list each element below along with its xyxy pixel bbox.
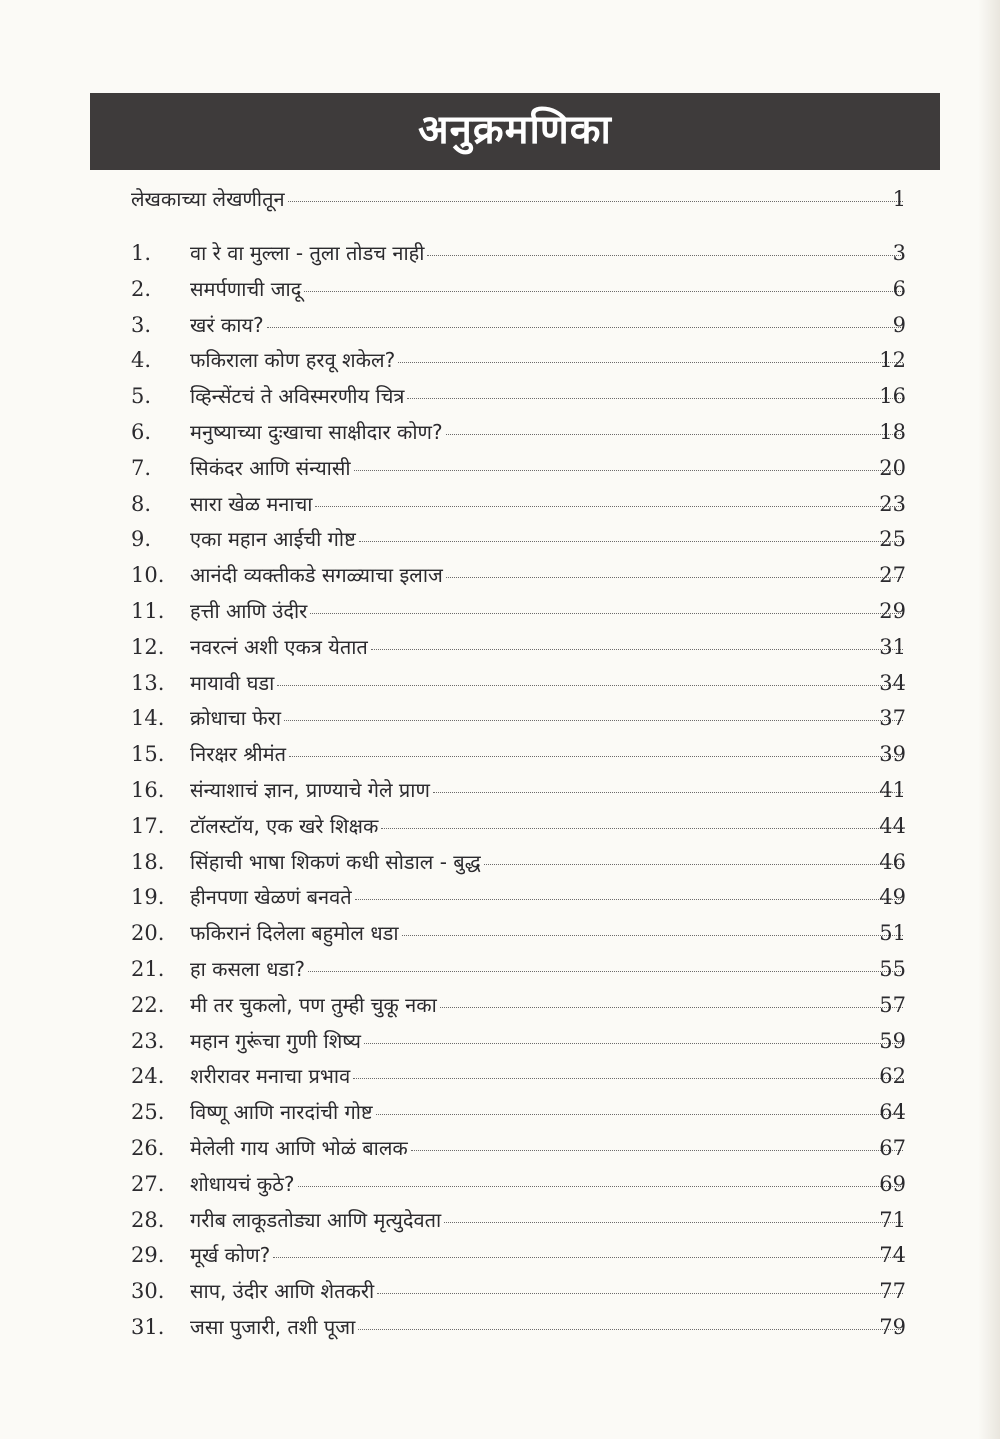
dot-leader xyxy=(358,1329,903,1330)
toc-entry-title: खरं काय? xyxy=(190,312,264,337)
toc-entry-title: हत्ती आणि उंदीर xyxy=(190,599,308,623)
toc-entry-title: क्रोधाचा फेरा xyxy=(190,706,282,731)
toc-preface-row xyxy=(0,182,1000,216)
toc-entry-row xyxy=(0,415,1000,449)
dot-leader xyxy=(353,1078,903,1079)
dot-leader xyxy=(304,291,903,292)
toc-entry-page: 16 xyxy=(879,384,906,409)
toc-entry-number: 23. xyxy=(131,1028,165,1053)
toc-entry-number: 24. xyxy=(131,1064,165,1089)
toc-entry-number: 6. xyxy=(131,420,152,444)
toc-entry-page: 37 xyxy=(879,706,906,731)
dot-leader xyxy=(288,201,903,202)
toc-entry-row xyxy=(0,308,1000,342)
toc-entry-title: एका महान आईची गोष्ट xyxy=(190,527,356,552)
toc-entry-row xyxy=(0,809,1000,843)
toc-entry-title: साप, उंदीर आणि शेतकरी xyxy=(190,1279,375,1304)
toc-entry-page: 79 xyxy=(879,1315,906,1339)
toc-entry-row xyxy=(0,1310,1000,1344)
toc-entry-row xyxy=(0,952,1000,986)
dot-leader xyxy=(371,649,903,650)
toc-entry-row xyxy=(0,773,1000,807)
toc-entry-title: जसा पुजारी, तशी पूजा xyxy=(190,1315,356,1339)
toc-entry-title: टॉलस्टॉय, एक खरे शिक्षक xyxy=(190,813,379,838)
toc-entry-title: शरीरावर मनाचा प्रभाव xyxy=(190,1064,351,1089)
dot-leader xyxy=(446,577,903,578)
toc-entry-number: 31. xyxy=(131,1315,165,1339)
toc-entry-number: 7. xyxy=(131,455,152,480)
toc-entry-row xyxy=(0,1203,1000,1237)
dot-leader xyxy=(484,864,903,865)
toc-preface-title: लेखकाच्या लेखणीतून xyxy=(131,187,285,211)
dot-leader xyxy=(273,1257,903,1258)
toc-entry-title: आनंदी व्यक्तीकडे सगळ्याचा इलाज xyxy=(190,563,443,588)
toc-entry-row xyxy=(0,1131,1000,1165)
toc-entry-number: 12. xyxy=(131,634,165,659)
toc-entry-page: 3 xyxy=(892,241,906,265)
toc-entry-row xyxy=(0,666,1000,700)
toc-entry-title: सिकंदर आणि संन्यासी xyxy=(190,455,351,480)
toc-entry-title: संन्याशाचं ज्ञान, प्राण्याचे गेले प्राण xyxy=(190,778,430,802)
toc-entry-page: 44 xyxy=(879,813,906,838)
toc-entry-page: 12 xyxy=(879,348,906,373)
dot-leader xyxy=(376,1114,903,1115)
toc-entry-number: 3. xyxy=(131,312,152,337)
toc-entry-number: 29. xyxy=(131,1243,165,1268)
toc-entry-page: 55 xyxy=(879,957,906,981)
toc-entry-row xyxy=(0,236,1000,270)
dot-leader xyxy=(411,1150,903,1151)
toc-entry-row xyxy=(0,845,1000,879)
toc-entry-row xyxy=(0,880,1000,914)
toc-entry-number: 22. xyxy=(131,992,165,1017)
toc-entry-number: 10. xyxy=(131,563,165,588)
toc-entry-title: व्हिन्सेंटचं ते अविस्मरणीय चित्र xyxy=(190,384,405,409)
dot-leader xyxy=(359,541,903,542)
toc-entry-page: 6 xyxy=(892,276,906,301)
toc-entry-page: 51 xyxy=(879,921,906,946)
toc-entry-number: 11. xyxy=(131,599,165,623)
toc-entry-row xyxy=(0,1274,1000,1308)
toc-entry-title: सिंहाची भाषा शिकणं कधी सोडाल - बुद्ध xyxy=(190,849,481,874)
toc-entry-page: 49 xyxy=(879,885,906,910)
toc-entry-page: 27 xyxy=(879,563,906,588)
toc-entry-number: 27. xyxy=(131,1171,165,1196)
toc-entry-title: गरीब लाकूडतोड्या आणि मृत्युदेवता xyxy=(190,1207,442,1232)
toc-entry-page: 20 xyxy=(879,455,906,480)
toc-entry-page: 29 xyxy=(879,599,906,623)
dot-leader xyxy=(310,613,903,614)
toc-entry-page: 23 xyxy=(879,491,906,516)
dot-leader xyxy=(315,506,903,507)
toc-entry-row xyxy=(0,1059,1000,1093)
toc-entry-number: 4. xyxy=(131,348,152,373)
toc-entry-page: 69 xyxy=(879,1171,906,1196)
toc-entry-number: 28. xyxy=(131,1207,165,1232)
toc-entry-title: मेलेली गाय आणि भोळं बालक xyxy=(190,1136,408,1160)
toc-entry-row xyxy=(0,1238,1000,1272)
dot-leader xyxy=(377,1293,903,1294)
toc-entry-title: फकिराला कोण हरवू शकेल? xyxy=(190,348,396,373)
toc-entry-page: 59 xyxy=(879,1028,906,1053)
toc-entry-row xyxy=(0,343,1000,377)
toc-entry-number: 18. xyxy=(131,849,165,874)
toc-entry-title: मनुष्याच्या दुःखाचा साक्षीदार कोण? xyxy=(190,420,443,444)
dot-leader xyxy=(284,720,903,721)
toc-entry-row xyxy=(0,701,1000,735)
toc-entry-page: 57 xyxy=(879,992,906,1017)
toc-entry-row xyxy=(0,1167,1000,1201)
dot-leader xyxy=(444,1222,903,1223)
toc-entry-title: फकिरानं दिलेला बहुमोल धडा xyxy=(190,921,399,946)
toc-entry-row xyxy=(0,916,1000,950)
toc-entry-title: विष्णू आणि नारदांची गोष्ट xyxy=(190,1100,373,1125)
toc-entry-title: हीनपणा खेळणं बनवते xyxy=(190,885,352,910)
toc-entry-row xyxy=(0,737,1000,771)
dot-leader xyxy=(364,1043,903,1044)
toc-entry-page: 34 xyxy=(879,670,906,695)
dot-leader xyxy=(402,935,903,936)
toc-entry-title: मूर्ख कोण? xyxy=(190,1243,271,1268)
toc-entry-number: 15. xyxy=(131,742,165,767)
toc-entry-page: 39 xyxy=(879,742,906,767)
toc-entry-row xyxy=(0,1024,1000,1058)
toc-entry-number: 13. xyxy=(131,670,165,695)
dot-leader xyxy=(407,398,903,399)
toc-entry-row xyxy=(0,272,1000,306)
toc-preface-page: 1 xyxy=(892,187,906,211)
dot-leader xyxy=(354,470,903,471)
toc-entry-row xyxy=(0,451,1000,485)
toc-entry-number: 25. xyxy=(131,1100,165,1125)
toc-entry-page: 77 xyxy=(879,1279,906,1304)
toc-entry-page: 25 xyxy=(879,527,906,552)
toc-entry-page: 31 xyxy=(879,634,906,659)
toc-entry-page: 62 xyxy=(879,1064,906,1089)
dot-leader xyxy=(289,756,903,757)
toc-entry-page: 71 xyxy=(879,1207,906,1232)
toc-entry-number: 9. xyxy=(131,527,152,552)
toc-entry-number: 14. xyxy=(131,706,165,731)
toc-entry-number: 5. xyxy=(131,384,152,409)
toc-entry-number: 1. xyxy=(131,241,152,265)
dot-leader xyxy=(308,971,903,972)
toc-entry-page: 64 xyxy=(879,1100,906,1125)
toc-entry-title: मी तर चुकलो, पण तुम्ही चुकू नका xyxy=(190,992,437,1017)
dot-leader xyxy=(440,1007,903,1008)
toc-entry-number: 20. xyxy=(131,921,165,946)
toc-entry-page: 46 xyxy=(879,849,906,874)
toc-entry-row xyxy=(0,630,1000,664)
toc-entry-row xyxy=(0,988,1000,1022)
toc-entry-row xyxy=(0,379,1000,413)
dot-leader xyxy=(355,899,903,900)
dot-leader xyxy=(446,434,903,435)
toc-entry-page: 74 xyxy=(879,1243,906,1268)
dot-leader xyxy=(381,828,903,829)
toc-entry-row xyxy=(0,522,1000,556)
toc-entry-number: 19. xyxy=(131,885,165,910)
toc-entry-number: 16. xyxy=(131,778,165,802)
toc-entry-number: 17. xyxy=(131,813,165,838)
toc-entry-page: 41 xyxy=(879,778,906,802)
heading-banner xyxy=(90,93,940,170)
toc-entry-title: शोधायचं कुठे? xyxy=(190,1171,295,1196)
toc-entry-number: 21. xyxy=(131,957,165,981)
dot-leader xyxy=(398,362,903,363)
toc-entry-page: 67 xyxy=(879,1136,906,1160)
toc-entry-title: समर्पणाची जादू xyxy=(190,276,302,301)
toc-entry-number: 2. xyxy=(131,276,152,301)
dot-leader xyxy=(433,792,903,793)
toc-entry-title: निरक्षर श्रीमंत xyxy=(190,742,287,767)
toc-entry-title: नवरत्नं अशी एकत्र येतात xyxy=(190,634,368,659)
dot-leader xyxy=(277,685,903,686)
toc-entry-row xyxy=(0,487,1000,521)
toc-entry-row xyxy=(0,1095,1000,1129)
toc-entry-title: वा रे वा मुल्ला - तुला तोडच नाही xyxy=(190,241,425,265)
toc-entry-row xyxy=(0,558,1000,592)
dot-leader xyxy=(427,255,903,256)
toc-entry-page: 18 xyxy=(879,420,906,444)
toc-entry-title: मायावी घडा xyxy=(190,670,275,695)
toc-entry-title: महान गुरूंचा गुणी शिष्य xyxy=(190,1028,361,1053)
toc-entry-number: 30. xyxy=(131,1279,165,1304)
toc-entry-title: सारा खेळ मनाचा xyxy=(190,491,313,516)
toc-entry-number: 8. xyxy=(131,491,152,516)
toc-entry-page: 9 xyxy=(892,312,906,337)
dot-leader xyxy=(298,1186,903,1187)
page-heading: अनुक्रमणिका xyxy=(418,107,612,153)
toc-entry-row xyxy=(0,594,1000,628)
toc-entry-title: हा कसला धडा? xyxy=(190,957,305,981)
toc-entry-number: 26. xyxy=(131,1136,165,1160)
dot-leader xyxy=(267,327,903,328)
